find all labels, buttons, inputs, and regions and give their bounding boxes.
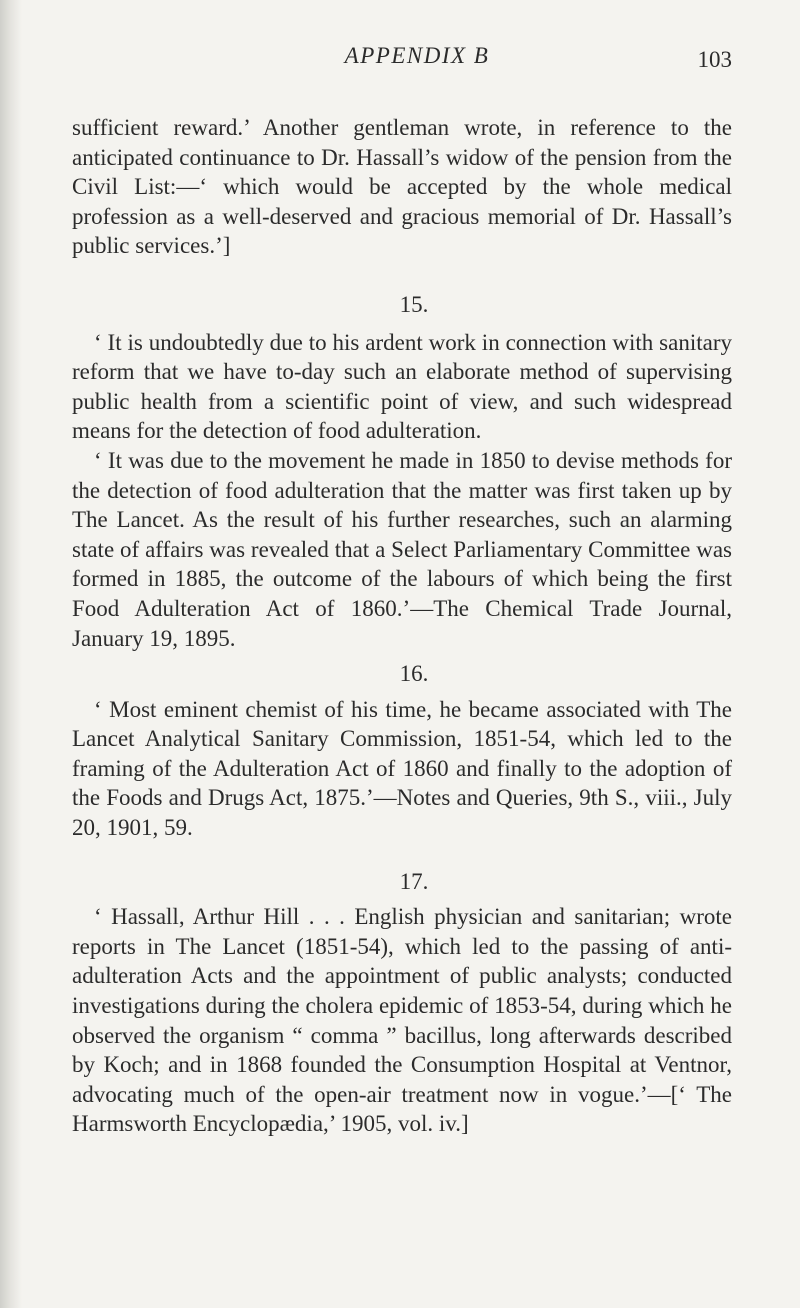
section-number-16: 16. [399, 661, 429, 687]
section-15-paragraph-2: ‘ It was due to the movement he made in 1850 to devise methods for the detection of food adulteration that the matter was first taken up by The Lancet. As the result of his further researches, such an alarming state of affairs was revealed that a Select Parliamentary Committee was formed in 1885, the outcome of the labours of which being the first Food Adulteration Act of 1860.’—The Chemical Trade Journal, January 19, 1895. [72, 447, 732, 651]
section-17-paragraph: ‘ Hassall, Arthur Hill . . . English physician and sanitarian; wrote reports in The Lancet (1851-54), which led to the passing of anti-adulteration Acts and the appointment of public analysts; conducted investigations during the cholera epidemic of 1853-54, during which he observed the organism “ comma ” bacillus, long afterwards described by Koch; and in 1868 founded the Consumption Hospital at Ventnor, advocating much of the open-air treatment now in vogue.’—[‘ The Harmsworth Encyclopædia,’ 1905, vol. iv.] [72, 904, 732, 1137]
section-number-17: 17. [399, 868, 429, 894]
page-number: 103 [697, 47, 732, 72]
section-16-paragraph: ‘ Most eminent chemist of his time, he became associated with The Lancet Analytical Sanitary Commission, 1851-54, which led to the framing of the Adulteration Act of 1860 and finally to the adoption of the Foods and Drugs Act, 1875.’—Notes and Queries, 9th S., viii., July 20, 1901, 59. [72, 696, 732, 841]
spacer [72, 261, 732, 290]
section-15-paragraph-1: ‘ It is undoubtedly due to his ardent work in connection with sanitary reform that we have to-day such an elaborate method of supervising public health from a scientific point of view, and such widespread means for the detection of food adulteration. [72, 329, 732, 444]
page-gutter-shadow [0, 0, 22, 1308]
intro-paragraph: sufficient reward.’ Another gentleman wrote, in reference to the anticipated continuance to Dr. Hassall’s widow of the pension from the Civil List:—‘ which would be accepted by the whole medical profession as a well-deserved and gracious memorial of Dr. Hassall’s public services.’] [72, 115, 732, 259]
book-page [72, 0, 732, 1137]
running-title: APPENDIX B [344, 43, 490, 68]
spacer [72, 843, 732, 867]
section-number-15: 15. [399, 291, 429, 317]
running-header [72, 0, 732, 72]
spacer [72, 320, 732, 328]
page-body [72, 113, 732, 1139]
